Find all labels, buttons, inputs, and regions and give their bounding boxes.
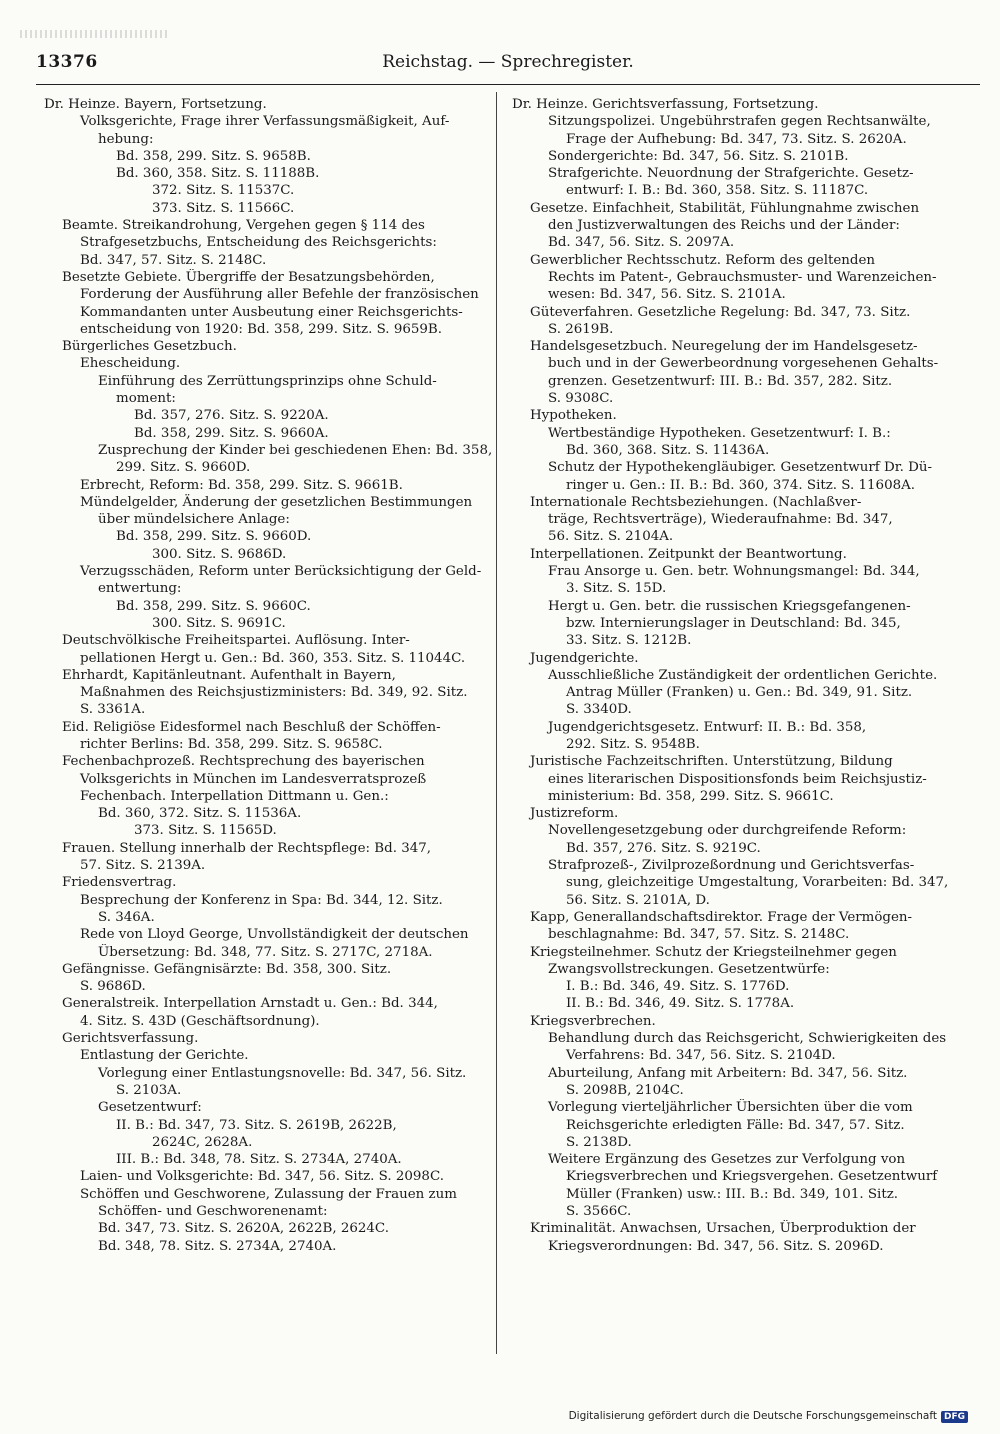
index-line: Sondergerichte: Bd. 347, 56. Sitz. S. 2101B. <box>548 148 849 164</box>
index-line: Mündelgelder, Änderung der gesetzlichen Bestimmungen <box>80 494 473 510</box>
index-line: Beamte. Streikandrohung, Vergehen gegen § 114 des <box>62 218 425 234</box>
index-line: Bd. 358, 299. Sitz. S. 9660D. <box>116 529 312 545</box>
index-line: über mündelsichere Anlage: <box>98 512 290 528</box>
index-line: den Justizverwaltungen des Reichs und der Länder: <box>548 218 900 234</box>
index-line: entwurf: I. B.: Bd. 360, 358. Sitz. S. 11187C. <box>566 183 869 199</box>
index-line: Bd. 347, 56. Sitz. S. 2097A. <box>548 235 735 251</box>
index-line: entscheidung von 1920: Bd. 358, 299. Sitz. S. 9659B. <box>80 321 442 337</box>
index-line: III. B.: Bd. 348, 78. Sitz. S. 2734A, 2740A. <box>116 1152 402 1168</box>
index-line: beschlagnahme: Bd. 347, 57. Sitz. S. 2148C. <box>548 927 850 943</box>
index-line: Fechenbachprozeß. Rechtsprechung des bayerischen <box>62 754 425 770</box>
index-line: Kommandanten unter Ausbeutung einer Reichsgerichts- <box>80 304 463 320</box>
page-number: 13376 <box>36 52 98 72</box>
index-line: hebung: <box>98 131 154 147</box>
index-line: Bürgerliches Gesetzbuch. <box>62 339 237 355</box>
index-line: Laien- und Volksgerichte: Bd. 347, 56. Sitz. S. 2098C. <box>80 1169 444 1185</box>
index-line: Maßnahmen des Reichsjustizministers: Bd. 349, 92. Sitz. <box>80 685 468 701</box>
index-line: buch und in der Gewerbeordnung vorgesehenen Gehalts- <box>548 356 939 372</box>
index-line: Aburteilung, Anfang mit Arbeitern: Bd. 347, 56. Sitz. <box>548 1065 908 1081</box>
index-line: Friedensvertrag. <box>62 875 177 891</box>
index-line: II. B.: Bd. 346, 49. Sitz. S. 1778A. <box>566 996 795 1012</box>
index-line: Strafgesetzbuchs, Entscheidung des Reichsgerichts: <box>80 235 437 251</box>
left-column <box>44 96 492 1255</box>
index-line: Bd. 357, 276. Sitz. S. 9219C. <box>566 840 761 856</box>
index-line: Vorlegung einer Entlastungsnovelle: Bd. 347, 56. Sitz. <box>98 1065 467 1081</box>
index-line: Verfahrens: Bd. 347, 56. Sitz. S. 2104D. <box>566 1048 836 1064</box>
index-line: Bd. 357, 276. Sitz. S. 9220A. <box>134 408 329 424</box>
index-line: S. 3340D. <box>566 702 632 718</box>
index-line: Frauen. Stellung innerhalb der Rechtspflege: Bd. 347, <box>62 840 432 856</box>
index-line: 300. Sitz. S. 9686D. <box>152 546 287 562</box>
index-line: Frau Ansorge u. Gen. betr. Wohnungsmangel: Bd. 344, <box>548 564 920 580</box>
index-line: Dr. Heinze. Gerichtsverfassung, Fortsetzung. <box>512 97 819 112</box>
index-line: S. 3566C. <box>566 1204 632 1219</box>
footer-credit <box>569 1410 968 1423</box>
index-line: Verzugsschäden, Reform unter Berücksichtigung der Geld- <box>80 564 482 580</box>
running-title: Reichstag. — Sprechregister. <box>382 52 634 72</box>
index-line: Reichsgerichte erledigten Fälle: Bd. 347, 57. Sitz. <box>566 1117 905 1133</box>
index-line: Kriegsverordnungen: Bd. 347, 56. Sitz. S. 2096D. <box>548 1238 884 1254</box>
index-line: ministerium: Bd. 358, 299. Sitz. S. 9661C. <box>548 788 834 804</box>
index-line: Kriegsverbrechen und Kriegsvergehen. Gesetzentwurf <box>566 1169 938 1185</box>
index-line: Einführung des Zerrüttungsprinzips ohne Schuld- <box>98 373 437 389</box>
index-line: S. 2619B. <box>548 321 614 337</box>
index-line: moment: <box>116 391 176 407</box>
index-line: Übersetzung: Bd. 348, 77. Sitz. S. 2717C, 2718A. <box>98 944 433 960</box>
index-line: Gesetze. Einfachheit, Stabilität, Fühlungnahme zwischen <box>530 200 920 216</box>
index-line: S. 2138D. <box>566 1134 632 1150</box>
index-line: S. 346A. <box>98 909 155 925</box>
index-line: S. 3361A. <box>80 702 146 718</box>
index-line: S. 2098B, 2104C. <box>566 1082 684 1098</box>
index-line: Bd. 347, 73. Sitz. S. 2620A, 2622B, 2624C. <box>98 1221 389 1237</box>
index-line: Ehescheidung. <box>80 356 181 372</box>
index-line: Fechenbach. Interpellation Dittmann u. Gen.: <box>80 788 389 804</box>
index-line: eines literarischen Dispositionsfonds beim Reichsjustiz- <box>548 771 927 787</box>
index-line: Sitzungspolizei. Ungebührstrafen gegen Rechtsanwälte, <box>548 114 931 130</box>
index-line: Bd. 358, 299. Sitz. S. 9660A. <box>134 425 329 441</box>
index-line: Hypotheken. <box>530 408 617 424</box>
index-line: grenzen. Gesetzentwurf: III. B.: Bd. 357, 282. Sitz. <box>548 373 893 389</box>
page-header <box>36 52 980 84</box>
footer-text: Digitalisierung gefördert durch die Deutsche Forschungsgemeinschaft <box>568 1410 937 1422</box>
index-line: Vorlegung vierteljährlicher Übersichten über die vom <box>548 1100 913 1116</box>
column-divider <box>496 92 497 1354</box>
index-line: Dr. Heinze. Bayern, Fortsetzung. <box>44 97 267 112</box>
index-line: Erbrecht, Reform: Bd. 358, 299. Sitz. S. 9661B. <box>80 477 403 493</box>
index-line: Kriegsteilnehmer. Schutz der Kriegsteilnehmer gegen <box>530 944 897 960</box>
dfg-logo: DFG <box>941 1411 968 1423</box>
index-line: Bd. 358, 299. Sitz. S. 9660C. <box>116 598 311 614</box>
index-line: Deutschvölkische Freiheitspartei. Auflösung. Inter- <box>62 633 410 649</box>
index-line: Güteverfahren. Gesetzliche Regelung: Bd. 347, 73. Sitz. <box>530 304 911 320</box>
index-line: Strafgerichte. Neuordnung der Strafgerichte. Gesetz- <box>548 166 914 182</box>
index-line: Gewerblicher Rechtsschutz. Reform des geltenden <box>530 252 876 268</box>
index-line: Bd. 360, 372. Sitz. S. 11536A. <box>98 806 302 822</box>
index-line: Frage der Aufhebung: Bd. 347, 73. Sitz. S. 2620A. <box>566 131 907 147</box>
index-line: Wertbeständige Hypotheken. Gesetzentwurf: I. B.: <box>548 425 891 441</box>
index-line: Schöffen- und Geschworenenamt: <box>98 1204 328 1219</box>
right-column <box>512 96 960 1255</box>
index-line: Gesetzentwurf: <box>98 1100 202 1116</box>
index-line: Ehrhardt, Kapitänleutnant. Aufenthalt in Bayern, <box>62 667 396 683</box>
index-line: Bd. 347, 57. Sitz. S. 2148C. <box>80 252 267 268</box>
index-line: Volksgerichte, Frage ihrer Verfassungsmäßigkeit, Auf- <box>80 114 450 130</box>
index-line: Entlastung der Gerichte. <box>80 1048 249 1064</box>
index-line: 292. Sitz. S. 9548B. <box>566 736 700 752</box>
index-line: Bd. 348, 78. Sitz. S. 2734A, 2740A. <box>98 1238 337 1254</box>
index-line: 56. Sitz. S. 2104A. <box>548 529 674 545</box>
index-line: 373. Sitz. S. 11565D. <box>134 823 277 839</box>
index-line: Gefängnisse. Gefängnisärzte: Bd. 358, 300. Sitz. <box>62 961 392 977</box>
index-line: Besprechung der Konferenz in Spa: Bd. 344, 12. Sitz. <box>80 892 443 908</box>
index-line: Zwangsvollstreckungen. Gesetzentwürfe: <box>548 961 830 977</box>
index-line: Rechts im Patent-, Gebrauchsmuster- und Warenzeichen- <box>548 269 937 285</box>
index-line: 4. Sitz. S. 43D (Geschäftsordnung). <box>80 1013 320 1029</box>
index-line: 57. Sitz. S. 2139A. <box>80 858 206 874</box>
index-line: Strafprozeß-, Zivilprozeßordnung und Gerichtsverfas- <box>548 858 915 874</box>
index-line: Volksgerichts in München im Landesverratsprozeß <box>80 771 427 787</box>
index-line: Behandlung durch das Reichsgericht, Schwierigkeiten des <box>548 1031 947 1047</box>
index-line: Zusprechung der Kinder bei geschiedenen Ehen: Bd. 358, <box>98 442 492 458</box>
index-line: I. B.: Bd. 346, 49. Sitz. S. 1776D. <box>566 979 790 995</box>
index-line: Generalstreik. Interpellation Arnstadt u. Gen.: Bd. 344, <box>62 996 438 1012</box>
index-line: Hergt u. Gen. betr. die russischen Kriegsgefangenen- <box>548 598 911 614</box>
index-line: 300. Sitz. S. 9691C. <box>152 615 286 631</box>
index-line: S. 2103A. <box>116 1082 182 1098</box>
index-line: Ausschließliche Zuständigkeit der ordentlichen Gerichte. <box>548 667 938 683</box>
index-line: Bd. 358, 299. Sitz. S. 9658B. <box>116 148 311 164</box>
index-line: Handelsgesetzbuch. Neuregelung der im Handelsgesetz- <box>530 339 918 355</box>
index-line: Novellengesetzgebung oder durchgreifende Reform: <box>548 823 907 839</box>
index-line: 299. Sitz. S. 9660D. <box>116 460 251 476</box>
index-line: Kapp, Generallandschaftsdirektor. Frage der Vermögen- <box>530 909 913 925</box>
index-line: Interpellationen. Zeitpunkt der Beantwortung. <box>530 546 847 562</box>
index-line: Besetzte Gebiete. Übergriffe der Besatzungsbehörden, <box>62 269 435 285</box>
index-line: Schöffen und Geschworene, Zulassung der Frauen zum <box>80 1186 457 1202</box>
index-line: Müller (Franken) usw.: III. B.: Bd. 349, 101. Sitz. <box>566 1186 899 1202</box>
scan-smudge <box>20 30 170 38</box>
index-line: Eid. Religiöse Eidesformel nach Beschluß der Schöffen- <box>62 719 441 735</box>
index-line: Jugendgerichtsgesetz. Entwurf: II. B.: Bd. 358, <box>548 719 867 735</box>
index-line: Antrag Müller (Franken) u. Gen.: Bd. 349, 91. Sitz. <box>566 685 913 701</box>
index-line: Justizreform. <box>530 806 619 822</box>
index-line: träge, Rechtsverträge), Wiederaufnahme: Bd. 347, <box>548 512 893 528</box>
index-line: sung, gleichzeitige Umgestaltung, Vorarbeiten: Bd. 347, <box>566 875 949 891</box>
index-line: 3. Sitz. S. 15D. <box>566 581 667 597</box>
index-line: ringer u. Gen.: II. B.: Bd. 360, 374. Sitz. S. 11608A. <box>566 477 916 493</box>
index-line: Weitere Ergänzung des Gesetzes zur Verfolgung von <box>548 1152 906 1168</box>
index-line: 372. Sitz. S. 11537C. <box>152 183 295 199</box>
index-line: 373. Sitz. S. 11566C. <box>152 200 295 216</box>
index-line: Schutz der Hypothekengläubiger. Gesetzentwurf Dr. Dü- <box>548 460 933 476</box>
index-line: S. 9686D. <box>80 979 146 995</box>
index-line: Jugendgerichte. <box>530 650 639 666</box>
index-line: Internationale Rechtsbeziehungen. (Nachlaßver- <box>530 494 862 510</box>
index-line: wesen: Bd. 347, 56. Sitz. S. 2101A. <box>548 287 786 303</box>
index-line: pellationen Hergt u. Gen.: Bd. 360, 353. Sitz. S. 11044C. <box>80 650 466 666</box>
index-line: 56. Sitz. S. 2101A, D. <box>566 892 710 908</box>
index-line: Gerichtsverfassung. <box>62 1031 199 1047</box>
index-line: Bd. 360, 368. Sitz. S. 11436A. <box>566 442 770 458</box>
header-rule <box>36 84 980 85</box>
index-line: 2624C, 2628A. <box>152 1134 253 1150</box>
index-line: Forderung der Ausführung aller Befehle der französischen <box>80 287 479 303</box>
index-line: entwertung: <box>98 581 182 597</box>
index-line: Bd. 360, 358. Sitz. S. 11188B. <box>116 166 320 182</box>
index-line: Juristische Fachzeitschriften. Unterstützung, Bildung <box>530 754 893 770</box>
index-line: S. 9308C. <box>548 391 614 407</box>
index-line: Kriegsverbrechen. <box>530 1013 656 1029</box>
index-line: richter Berlins: Bd. 358, 299. Sitz. S. 9658C. <box>80 736 383 752</box>
index-line: Kriminalität. Anwachsen, Ursachen, Überproduktion der <box>530 1221 916 1237</box>
index-line: II. B.: Bd. 347, 73. Sitz. S. 2619B, 2622B, <box>116 1117 397 1133</box>
index-line: 33. Sitz. S. 1212B. <box>566 633 692 649</box>
index-line: bzw. Internierungslager in Deutschland: Bd. 345, <box>566 615 901 631</box>
index-line: Rede von Lloyd George, Unvollständigkeit der deutschen <box>80 927 469 943</box>
